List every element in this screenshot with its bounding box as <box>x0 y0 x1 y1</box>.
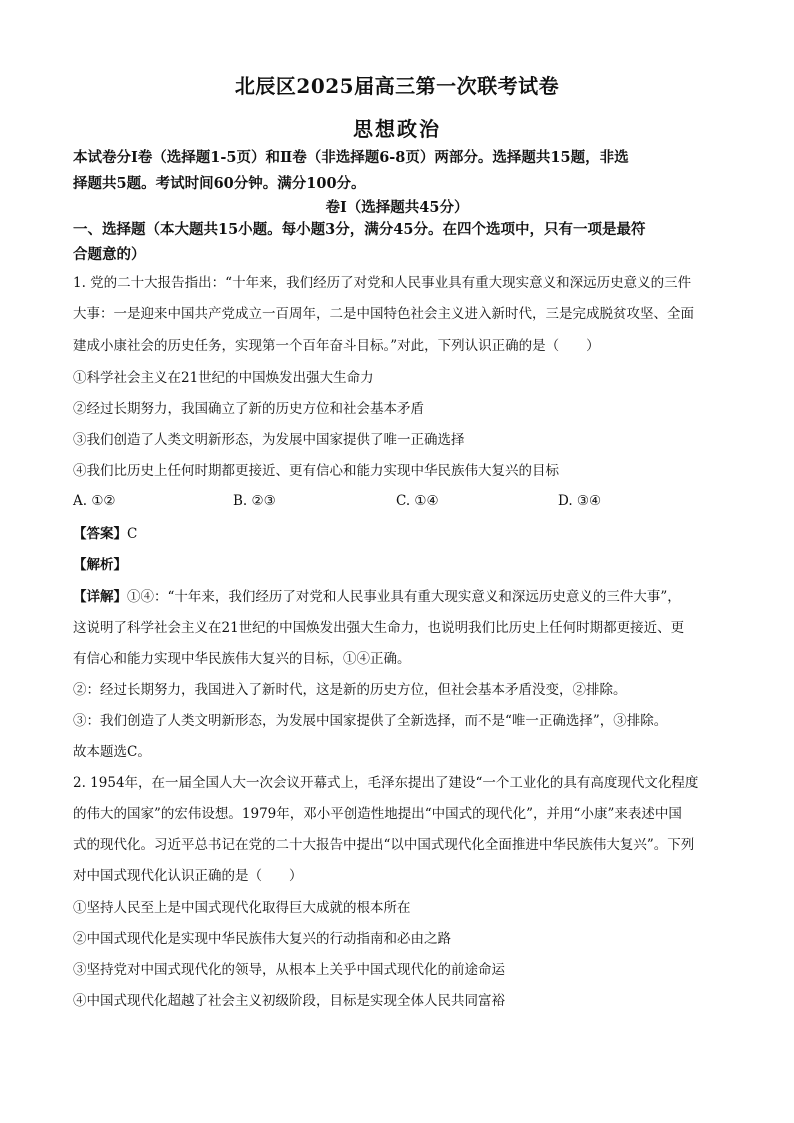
q1-item-3: ③我们创造了人类文明新形态，为发展中国家提供了唯一正确选择 <box>73 432 465 448</box>
q2-item-4: ④中国式现代化超越了社会主义初级阶段，目标是实现全体人民共同富裕 <box>73 993 505 1009</box>
q1-analysis <box>73 555 733 575</box>
q2-item-1: ①坚持人民至上是中国式现代化取得巨大成就的根本所在 <box>73 900 411 916</box>
analysis-tag: 【解析】 <box>73 557 127 573</box>
q1-conclusion: 故本题选C。 <box>73 744 151 760</box>
q1-option-d: D. ③④ <box>558 493 602 509</box>
q1-option-c: C. ①④ <box>396 493 439 509</box>
q1-detail-line-3: 有信心和能力实现中华民族伟大复兴的目标，①④正确。 <box>73 651 411 667</box>
subject-title: 思想政治 <box>353 117 441 141</box>
q1-detail-line-4: ②：经过长期努力，我国进入了新时代，这是新的历史方位，但社会基本矛盾没变，②排除。 <box>73 682 627 698</box>
q1-detail-line-5: ③：我们创造了人类文明新形态，为发展中国家提供了全新选择，而不是“唯一正确选择”，③排除。 <box>73 713 668 729</box>
q2-stem-line-4: 对中国式现代化认识正确的是（ ） <box>73 868 303 884</box>
exam-intro-line-1: 本试卷分Ⅰ卷（选择题1-5页）和Ⅱ卷（非选择题6-8页）两部分。选择题共15题，非选 <box>73 149 629 166</box>
detail-text: ①④：“十年来，我们经历了对党和人民事业具有重大现实意义和深远历史意义的三件大事”， <box>127 589 681 605</box>
answer-value: C <box>127 526 138 542</box>
q2-item-2: ②中国式现代化是实现中华民族伟大复兴的行动指南和必由之路 <box>73 931 451 947</box>
detail-tag: 【详解】 <box>73 589 127 605</box>
q1-option-a: A. ①② <box>73 493 116 509</box>
q1-item-4: ④我们比历史上任何时期都更接近、更有信心和能力实现中华民族伟大复兴的目标 <box>73 463 559 479</box>
q1-item-2: ②经过长期努力，我国确立了新的历史方位和社会基本矛盾 <box>73 401 424 417</box>
section-instruction-line-2: 合题意的） <box>73 246 146 263</box>
q1-detail-line-2: 这说明了科学社会主义在21世纪的中国焕发出强大生命力，也说明我们比历史上任何时期都更接近、更 <box>73 620 685 636</box>
exam-intro-line-2: 择题共5题。考试时间60分钟。满分100分。 <box>73 175 366 192</box>
answer-tag: 【答案】 <box>73 526 127 542</box>
q1-answer <box>73 524 733 544</box>
q2-item-3: ③坚持党对中国式现代化的领导，从根本上关乎中国式现代化的前途命运 <box>73 962 505 978</box>
exam-title: 北辰区2025届高三第一次联考试卷 <box>234 74 560 98</box>
q1-detail-line-1 <box>73 587 733 607</box>
q1-stem-line-3: 建成小康社会的历史任务，实现第一个百年奋斗目标。”对此，下列认识正确的是（ ） <box>73 338 600 354</box>
q1-stem-line-1: 1. 党的二十大报告指出：“十年来，我们经历了对党和人民事业具有重大现实意义和深远历史意义的三件 <box>73 275 692 291</box>
q1-stem-line-2: 大事：一是迎来中国共产党成立一百周年，二是中国特色社会主义进入新时代，三是完成脱贫攻坚、全面 <box>73 306 694 322</box>
q2-stem-line-2: 的伟大的国家”的宏伟设想。1979年，邓小平创造性地提出“中国式的现代化”，并用“小康”来表述中国 <box>73 806 682 822</box>
q2-stem-line-1: 2. 1954年，在一届全国人大一次会议开幕式上，毛泽东提出了建设“一个工业化的具有高度现代文化程度 <box>73 775 699 791</box>
q1-option-b: B. ②③ <box>233 493 276 509</box>
q2-stem-line-3: 式的现代化。习近平总书记在党的二十大报告中提出“以中国式现代化全面推进中华民族伟大复兴”。下列 <box>73 837 695 853</box>
section-instruction-line-1: 一、选择题（本大题共15小题。每小题3分，满分45分。在四个选项中，只有一项是最符 <box>73 221 646 238</box>
q1-item-1: ①科学社会主义在21世纪的中国焕发出强大生命力 <box>73 370 374 386</box>
section-title: 卷Ⅰ（选择题共45分） <box>325 199 469 216</box>
